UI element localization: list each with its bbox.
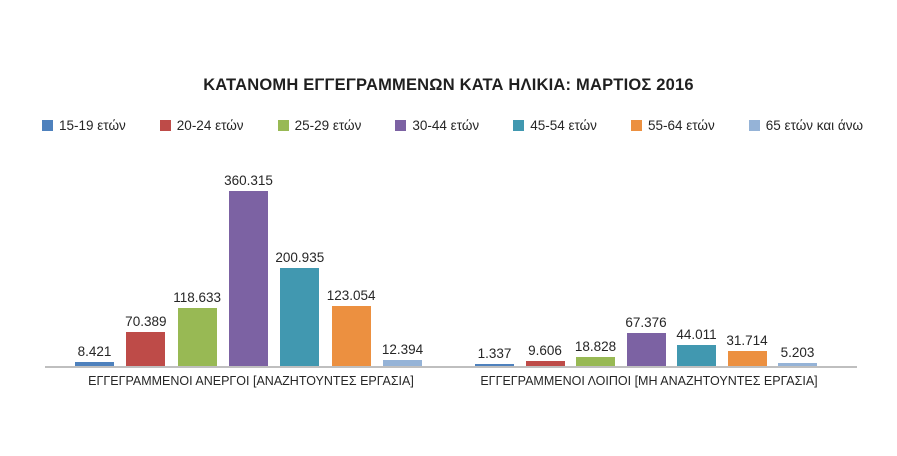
bar-30-44-ετών <box>625 315 667 366</box>
bar-value-label: 200.935 <box>275 250 325 265</box>
legend-label: 45-54 ετών <box>530 118 597 133</box>
chart-legend <box>42 118 863 133</box>
legend-label: 20-24 ετών <box>176 118 244 133</box>
legend-item-4 <box>513 118 597 133</box>
legend-label: 25-29 ετών <box>294 118 362 133</box>
bar-group-loipoi <box>475 190 817 366</box>
plot-area <box>45 150 857 388</box>
legend-swatch-icon <box>631 120 642 131</box>
bar-value-label: 18.828 <box>574 339 617 354</box>
legend-label: 15-19 ετών <box>59 118 126 133</box>
bar-value-label: 9.606 <box>528 343 562 358</box>
legend-item-0 <box>42 118 126 133</box>
bar-value-label: 12.394 <box>381 342 424 357</box>
legend-item-5 <box>631 118 715 133</box>
bar-value-label: 67.376 <box>625 315 667 330</box>
bar-value-label: 1.337 <box>477 346 512 361</box>
chart-title: ΚΑΤΑΝΟΜΗ ΕΓΓΕΓΡΑΜΜΕΝΩΝ ΚΑΤΑ ΗΛΙΚΙΑ: ΜΑΡΤΙΟΣ 2016 <box>203 76 694 94</box>
legend-item-3 <box>395 118 479 133</box>
bar-value-label: 8.421 <box>77 344 112 359</box>
legend-swatch-icon <box>749 120 760 131</box>
legend-item-6 <box>749 118 863 133</box>
bar-value-label: 360.315 <box>224 173 273 188</box>
bar-45-54-ετών <box>676 327 717 366</box>
legend-label: 65 ετών και άνω <box>765 118 863 133</box>
bar-20-24-ετών <box>125 314 167 366</box>
bar-25-29-ετών <box>574 339 617 366</box>
category-label-anergoi: ΕΓΓΕΓΡΑΜΜΕΝΟΙ ΑΝΕΡΓΟΙ [ΑΝΑΖΗΤΟΥΝΤΕΣ ΕΡΓΑΣΙΑ] <box>88 374 414 388</box>
x-axis-line <box>45 366 857 368</box>
bar-value-label: 118.633 <box>173 290 222 305</box>
legend-swatch-icon <box>395 120 406 131</box>
legend-swatch-icon <box>42 120 53 131</box>
bar-value-label: 123.054 <box>326 288 376 303</box>
legend-swatch-icon <box>160 120 171 131</box>
bar-55-64-ετών <box>726 333 768 366</box>
legend-item-1 <box>160 118 244 133</box>
bar-group-anergoi <box>75 173 424 366</box>
legend-item-2 <box>278 118 362 133</box>
bar-value-label: 5.203 <box>780 345 815 360</box>
bar-value-label: 44.011 <box>676 327 717 342</box>
legend-swatch-icon <box>513 120 524 131</box>
bar-value-label: 70.389 <box>125 314 167 329</box>
bar-value-label: 31.714 <box>726 333 768 348</box>
bar-55-64-ετών <box>326 288 376 366</box>
category-label-loipoi: ΕΓΓΕΓΡΑΜΜΕΝΟΙ ΛΟΙΠΟΙ [ΜΗ ΑΝΑΖΗΤΟΥΝΤΕΣ ΕΡΓΑΣΙΑ] <box>480 374 818 388</box>
legend-swatch-icon <box>278 120 289 131</box>
bar-25-29-ετών <box>173 290 222 366</box>
legend-label: 55-64 ετών <box>647 118 715 133</box>
bar-30-44-ετών <box>224 173 273 366</box>
legend-label: 30-44 ετών <box>412 118 480 133</box>
bar-45-54-ετών <box>275 250 325 366</box>
